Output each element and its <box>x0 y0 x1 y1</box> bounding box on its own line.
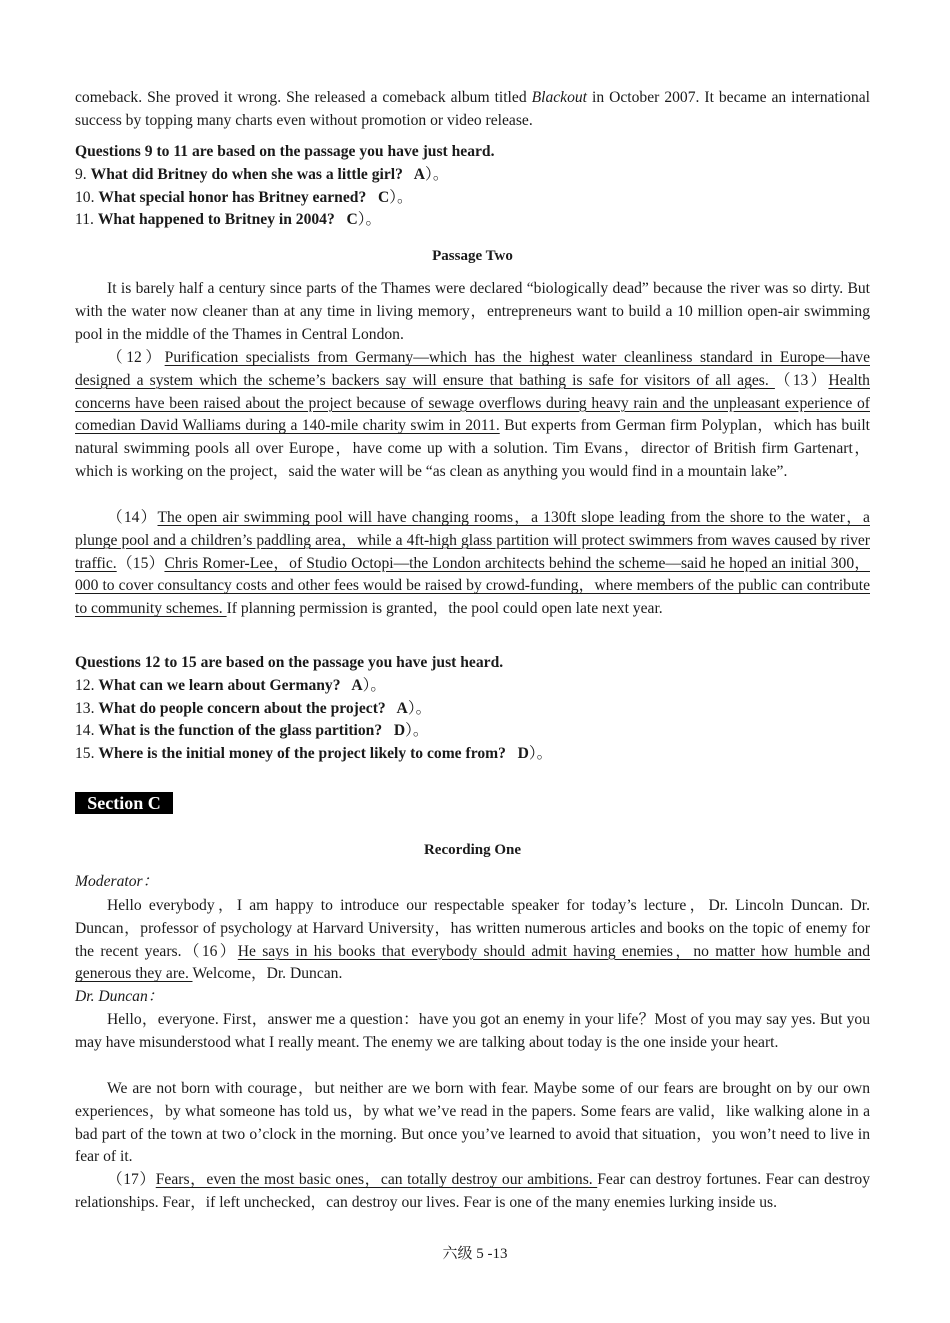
question-text: Where is the initial money of the project likely to come from? <box>98 745 518 763</box>
question-item <box>75 209 870 232</box>
paragraph-duncan-3 <box>75 1169 870 1215</box>
question-number: 12. <box>75 676 99 694</box>
recording-one-title: Recording One <box>423 842 522 858</box>
underlined-answer-text: Health concerns have been raised about the project because of sewage overflows during heavy rain and the unpleasant experience of comedian David Walliams during a 140-mile charity swim in 2011. <box>75 371 870 435</box>
speaker-dr-duncan: Dr. Duncan： <box>75 988 164 1005</box>
answer-letter: C <box>377 188 390 206</box>
paragraph-thames-intro <box>75 278 870 346</box>
question-text: What can we learn about Germany? <box>98 676 352 694</box>
text-segment: But experts from German firm Polyplan，which has built natural swimming pools all over Europe，have come up with a solution. Tim Evans，director of British firm Gartenart，which is working on the project，said the water will be “as clean as anything you would find in a mountain lake”. <box>75 417 870 480</box>
text-segment: If planning permission is granted，the pool could open late next year. <box>226 600 663 618</box>
answer-punctuation: ）。 <box>357 211 382 229</box>
answer-letter: A <box>413 165 426 183</box>
question-item <box>75 187 870 210</box>
underlined-answer-text: Fears，even the most basic ones，can totally destroy our ambitions. <box>155 1171 598 1188</box>
question-item <box>75 675 870 698</box>
underlined-answer-text: The open air swimming pool will have changing rooms，a 130ft slope leading from the shore to the water，a plunge pool and a children’s paddling area，while a 4ft-high glass partition will protect swimmers from waves caused by river traffic. <box>75 509 870 572</box>
paragraph-duncan-2 <box>75 1078 870 1169</box>
text-segment: （12） <box>107 349 165 366</box>
text-segment: Hello everybody，I am happy to introduce our respectable speaker for today’s lecture，Dr. Lincoln Duncan. Dr. Duncan，professor of psychology at Harvard University，has written numerous articles and books on the topic of enemy for the recent years.（16） <box>75 897 870 960</box>
question-text: What happened to Britney in 2004? <box>97 211 347 229</box>
text-segment: Welcome，Dr. Duncan. <box>192 965 343 983</box>
questions-heading: Questions 12 to 15 are based on the passage you have just heard. <box>75 654 504 671</box>
text-segment: We are not born with courage，but neither are we born with fear. Maybe some of our fears are brought on by our own experiences，by what someone has told us，by what we’ve read in the papers. Some fears are valid，like walking alone in a bad part of the town at two o’clock in the morning. But once you’ve learned to avoid that situation，you won’t need to live in fear of it. <box>75 1080 870 1166</box>
text-segment: （15） <box>116 554 165 572</box>
answer-letter: D <box>393 722 406 740</box>
answer-letter: D <box>517 745 529 763</box>
passage-two-title: Passage Two <box>432 248 513 264</box>
question-item <box>75 698 870 721</box>
question-item <box>75 743 870 766</box>
paragraph-moderator <box>75 895 870 986</box>
question-text: What special honor has Britney earned? <box>98 188 378 206</box>
question-number: 15. <box>75 745 99 763</box>
text-segment: （14） <box>107 509 158 526</box>
text-segment: Blackout <box>531 89 588 106</box>
paragraph-duncan-1 <box>75 1009 870 1055</box>
question-text: What did Britney do when she was a little girl? <box>90 165 414 183</box>
question-number: 14. <box>75 722 99 740</box>
underlined-answer-text: Purification specialists from Germany—which has the highest water cleanliness standard in Europe—have designed a system which the scheme’s backers say will ensure that bathing is safe for visitors of all ages. <box>75 349 870 389</box>
questions-heading: Questions 9 to 11 are based on the passage you have just heard. <box>75 143 495 160</box>
text-segment: Fear can destroy fortunes. Fear can destroy relationships. Fear，if left unchecked，can destroy our lives. Fear is one of the many enemies lurking inside us. <box>75 1171 870 1211</box>
answer-letter: C <box>346 211 358 229</box>
paragraph-britney-end <box>75 87 870 133</box>
page-footer: 六级 5 -13 <box>442 1246 508 1262</box>
questions-12-15 <box>75 652 870 766</box>
section-c-heading: Section C <box>75 792 173 814</box>
paragraph-12-13 <box>75 347 870 484</box>
paragraph-14-15 <box>75 507 870 621</box>
answer-punctuation: ）。 <box>389 188 413 206</box>
underlined-answer-text: Chris Romer-Lee，of Studio Octopi—the London architects behind the scheme—said he hoped an initial 300，000 to cover consultancy costs and other fees would be raised by crowd-funding，where members of the public can contribute to community schemes. <box>75 554 870 618</box>
text-segment: （13） <box>774 371 829 389</box>
questions-9-11 <box>75 141 870 232</box>
question-number: 13. <box>75 699 99 717</box>
text-segment: （17） <box>107 1171 156 1188</box>
text-segment: comeback. She proved it wrong. She released a comeback album titled <box>75 89 532 106</box>
question-number: 10. <box>75 188 99 206</box>
answer-letter: A <box>396 699 408 717</box>
answer-punctuation: ）。 <box>405 722 429 740</box>
text-segment: Hello，everyone. First，answer me a question：have you got an enemy in your life？Most of you may say yes. But you may have misunderstood what I really meant. The enemy we are talking about today is the one inside your heart. <box>75 1011 870 1051</box>
answer-punctuation: ）。 <box>362 676 387 694</box>
answer-letter: A <box>351 676 363 694</box>
question-number: 11. <box>75 211 98 229</box>
answer-punctuation: ）。 <box>407 699 432 717</box>
answer-punctuation: ）。 <box>425 165 449 183</box>
underlined-answer-text: He says in his books that everybody should admit having enemies，no matter how humble and generous they are. <box>75 942 870 983</box>
text-segment: in October 2007. It became an international success by topping many charts even without promotion or video release. <box>75 89 870 129</box>
question-text: What is the function of the glass partition? <box>98 722 394 740</box>
question-item <box>75 164 870 187</box>
speaker-moderator: Moderator： <box>75 873 159 890</box>
text-segment: It is barely half a century since parts of the Thames were declared “biologically dead” because the river was so dirty. But with the water now cleaner than at any time in living memory，entrepreneurs want to build a 10 million open-air swimming pool in the middle of the Thames in Central London. <box>75 280 870 343</box>
question-number: 9. <box>75 165 91 183</box>
answer-punctuation: ）。 <box>528 745 553 763</box>
question-text: What do people concern about the project? <box>98 699 397 717</box>
question-item <box>75 720 870 743</box>
